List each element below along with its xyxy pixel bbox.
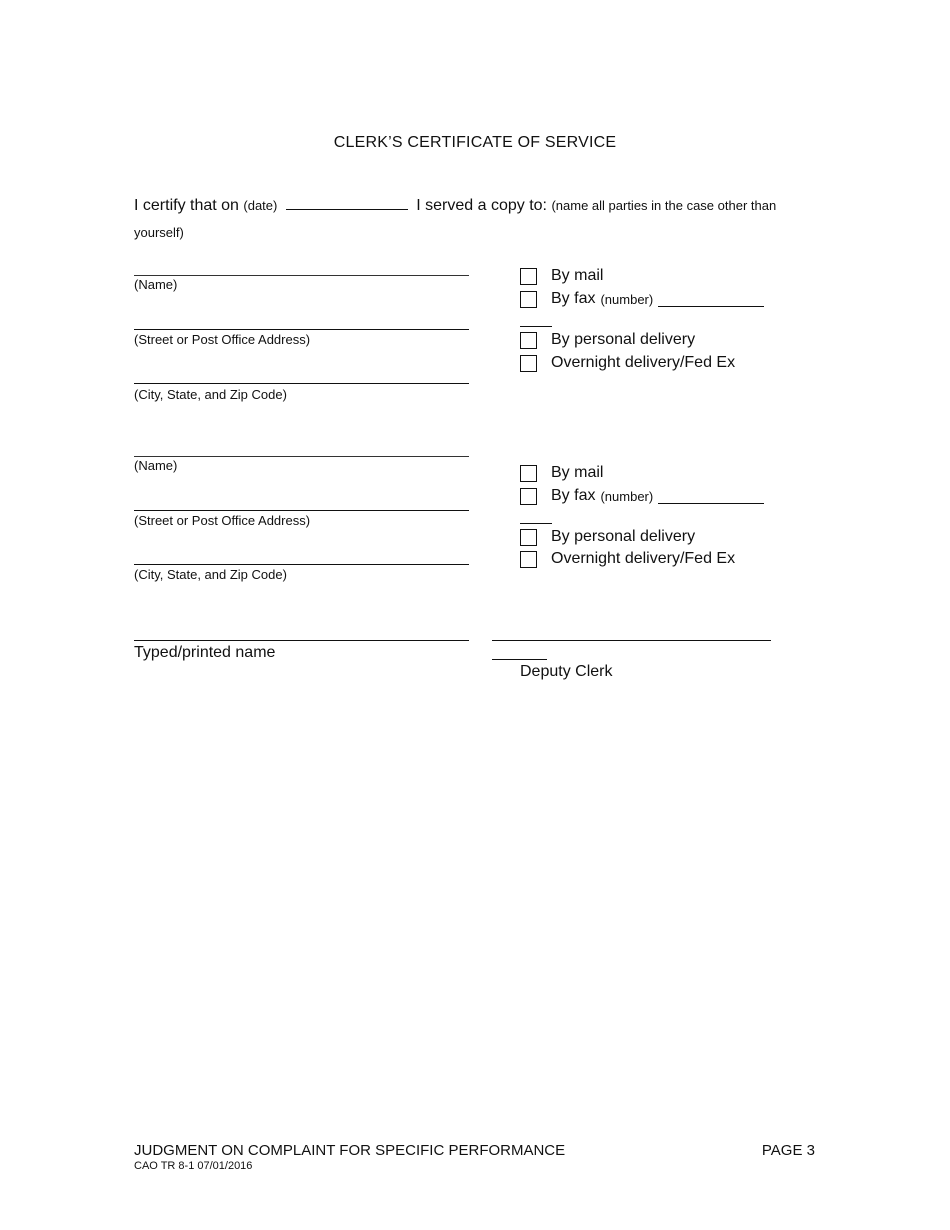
party2-overnight-checkbox[interactable]	[520, 551, 537, 568]
party1-mail-checkbox[interactable]	[520, 268, 537, 285]
party1-personal-label: By personal delivery	[551, 331, 696, 348]
footer-page-number: PAGE 3	[761, 1142, 815, 1159]
party1-city-line[interactable]	[134, 383, 469, 384]
party1-street-line[interactable]	[134, 329, 469, 330]
footer-document-title: JUDGMENT ON COMPLAINT FOR SPECIFIC PERFORMANCE	[134, 1142, 566, 1159]
party1-name-label: (Name)	[134, 277, 178, 292]
party2-personal-label: By personal delivery	[551, 528, 696, 545]
party2-by-fax-option[interactable]	[520, 487, 764, 505]
party2-fax-label: By fax	[551, 487, 596, 504]
page-title: CLERK’S CERTIFICATE OF SERVICE	[333, 134, 617, 151]
party1-divider-stub	[520, 326, 552, 327]
party1-overnight-checkbox[interactable]	[520, 355, 537, 372]
party1-personal-checkbox[interactable]	[520, 332, 537, 349]
party1-personal-option[interactable]	[520, 331, 695, 349]
party2-name-line[interactable]	[134, 456, 469, 457]
party2-mail-checkbox[interactable]	[520, 465, 537, 482]
party2-overnight-option[interactable]	[520, 550, 735, 568]
certify-text-1: I certify that on	[134, 197, 239, 214]
party2-divider-stub	[520, 523, 552, 524]
typed-name-label: Typed/printed name	[134, 644, 276, 661]
party2-fax-checkbox[interactable]	[520, 488, 537, 505]
deputy-clerk-label: Deputy Clerk	[520, 663, 613, 680]
deputy-signature-line[interactable]	[492, 640, 771, 641]
party2-name-label: (Name)	[134, 458, 178, 473]
party2-city-line[interactable]	[134, 564, 469, 565]
typed-name-line[interactable]	[134, 640, 469, 641]
parties-hint: (name all parties in the case other than yourself)	[134, 198, 777, 240]
party2-fax-hint: (number)	[600, 488, 654, 504]
party2-overnight-label: Overnight delivery/Fed Ex	[551, 550, 736, 567]
party2-street-line[interactable]	[134, 510, 469, 511]
party1-fax-checkbox[interactable]	[520, 291, 537, 308]
certify-statement	[134, 192, 824, 246]
date-blank-field[interactable]	[286, 195, 408, 210]
party2-personal-checkbox[interactable]	[520, 529, 537, 546]
party2-fax-number-field[interactable]	[658, 489, 764, 504]
party1-street-label: (Street or Post Office Address)	[134, 332, 311, 347]
party2-mail-label: By mail	[551, 464, 604, 481]
party1-overnight-label: Overnight delivery/Fed Ex	[551, 354, 736, 371]
party1-by-fax-option[interactable]	[520, 290, 764, 308]
party2-by-mail-option[interactable]	[520, 464, 603, 482]
party2-street-label: (Street or Post Office Address)	[134, 513, 311, 528]
party1-fax-label: By fax	[551, 290, 596, 307]
party2-personal-option[interactable]	[520, 528, 695, 546]
party1-by-mail-option[interactable]	[520, 267, 603, 285]
party1-fax-number-field[interactable]	[658, 292, 764, 307]
deputy-divider-stub	[492, 659, 547, 660]
party1-name-line[interactable]	[134, 275, 469, 276]
party1-mail-label: By mail	[551, 267, 604, 284]
certify-text-2: I served a copy to:	[416, 197, 547, 214]
party1-overnight-option[interactable]	[520, 354, 735, 372]
party1-city-label: (City, State, and Zip Code)	[134, 387, 287, 402]
party1-fax-hint: (number)	[600, 291, 654, 307]
date-hint: (date)	[243, 198, 278, 213]
party2-city-label: (City, State, and Zip Code)	[134, 567, 287, 582]
footer-form-id: CAO TR 8-1 07/01/2016	[134, 1160, 253, 1172]
